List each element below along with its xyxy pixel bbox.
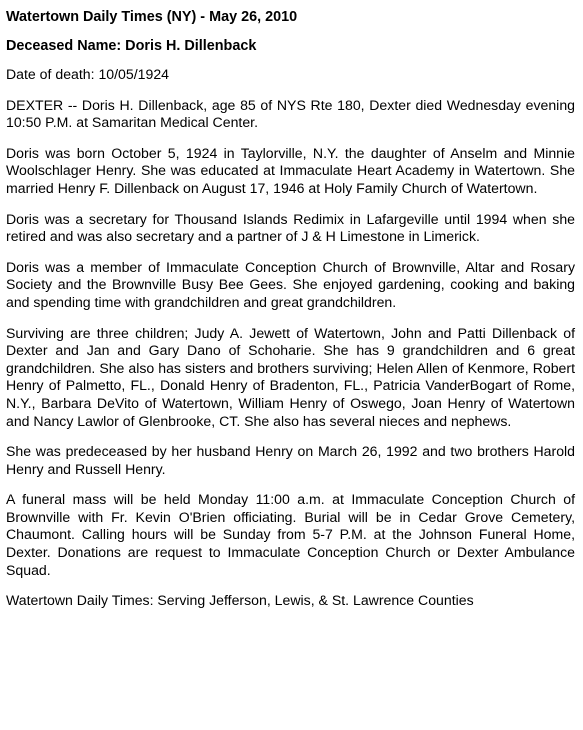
date-of-death: Date of death: 10/05/1924 [6,66,169,82]
paragraph-career: Doris was a secretary for Thousand Islands Redimix in Lafargeville until 1994 when she retired and was also secretary and a partner of J & H Limestone in Limerick. [6,210,575,245]
page-title: Watertown Daily Times (NY) - May 26, 2010 [6,9,298,25]
deceased-name: Deceased Name: Doris H. Dillenback [6,38,257,54]
paragraph-birth: Doris was born October 5, 1924 in Taylorville, N.Y. the daughter of Anselm and Minnie Woolschlager Henry. She was educated at Immaculate Heart Academy in Watertown. She married Henry F. Dillenback on August 17, 1946 at Holy Family Church of Watertown. [6,144,575,196]
paragraph-membership: Doris was a member of Immaculate Conception Church of Brownville, Altar and Rosary Society and the Brownville Busy Bee Gees. She enjoyed gardening, cooking and baking and spending time with grandchildren and great grandchildren. [6,258,575,310]
paragraph-funeral: A funeral mass will be held Monday 11:00 a.m. at Immaculate Conception Church of Brownville with Fr. Kevin O'Brien officiating. Burial will be in Cedar Grove Cemetery, Chaumont. Calling hours will be Sunday from 5-7 P.M. at the Johnson Funeral Home, Dexter. Donations are request to Immaculate Conception Church or Dexter Ambulance Squad. [6,491,575,578]
paragraph-intro: DEXTER -- Doris H. Dillenback, age 85 of NYS Rte 180, Dexter died Wednesday evening 10:50 P.M. at Samaritan Medical Center. [6,96,575,131]
paragraph-survivors: Surviving are three children; Judy A. Jewett of Watertown, John and Patti Dillenback of Dexter and Jan and Gary Dano of Schoharie. She has 9 grandchildren and 6 great grandchildren. She also has sisters and brothers surviving; Helen Allen of Kenmore, Robert Henry of Palmetto, FL., Donald Henry of Bradenton, FL., Patricia VanderBogart of Rome, N.Y., Barbara DeVito of Watertown, William Henry of Oswego, Joan Henry of Watertown and Nancy Lawlor of Glenbrooke, CT. She also has several nieces and nephews. [6,324,575,429]
paragraph-predeceased: She was predeceased by her husband Henry on March 26, 1992 and two brothers Harold Henry and Russell Henry. [6,443,575,477]
footer-text: Watertown Daily Times: Serving Jefferson, Lewis, & St. Lawrence Counties [6,592,474,609]
